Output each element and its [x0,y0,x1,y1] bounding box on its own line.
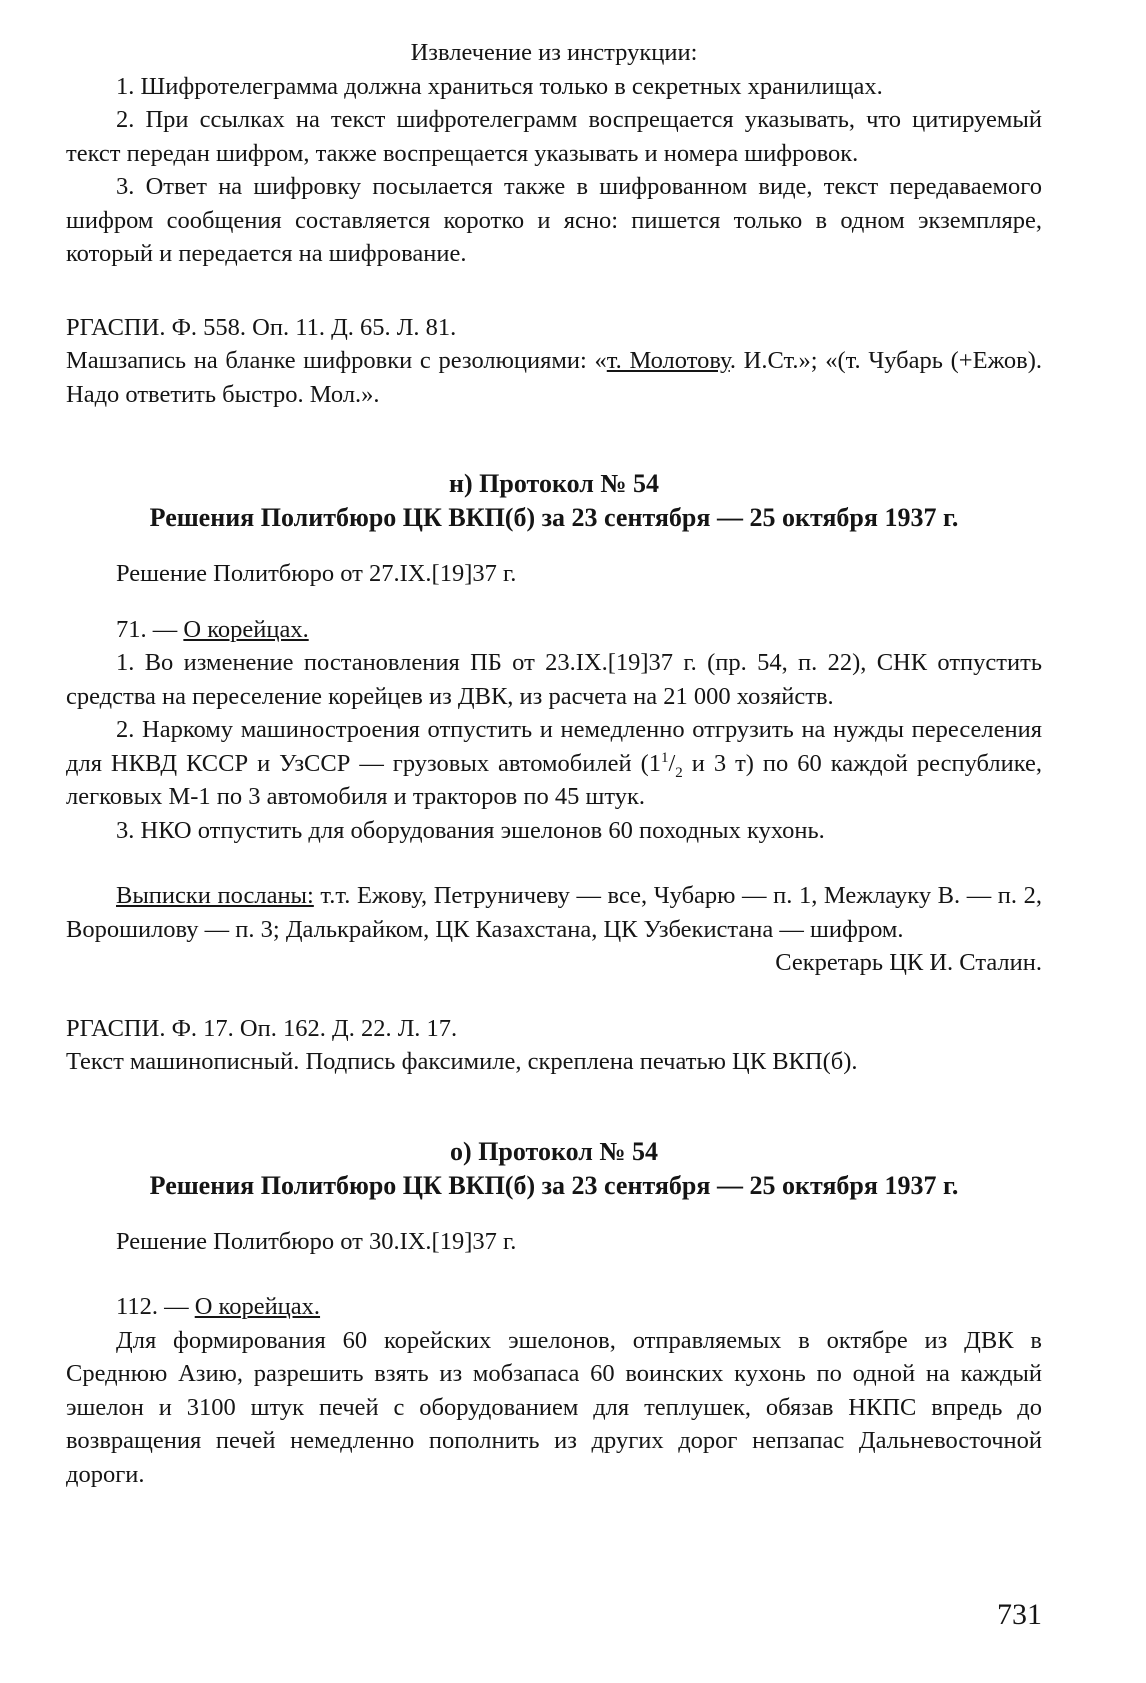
section-n-decision: Решение Политбюро от 27.IX.[19]37 г. [116,560,517,587]
section-n-sent: Выписки посланы: т.т. Ежову, Петруничеву — все, Чубарю — п. 1, Межлауку В. — п. 2, Ворошилову — п. 3; Далькрайком, ЦК Казахстана, ЦК Узбекистана — шифром. [66,882,1042,943]
section-o-decision: Решение Политбюро от 30.IX.[19]37 г. [116,1227,517,1255]
section-o-item-heading: 112. — О корейцах. [116,1293,321,1320]
section-o-subtitle: Решения Политбюро ЦК ВКП(б) за 23 сентября — 25 октября 1937 г. [149,1170,959,1200]
section-n-note: Текст машинописный. Подпись факсимиле, скреплена печатью ЦК ВКП(б). [66,1048,858,1075]
excerpt-source: РГАСПИ. Ф. 558. Оп. 11. Д. 65. Л. 81. [66,313,457,341]
section-n-point-2: 2. Наркому машиностроения отпустить и немедленно отгрузить на нужды переселения для НКВД КССР и УзССР — грузовых автомобилей ($1^1/_2$ и 3 т) по 60 каждой республике, легковых М-1 по 3 автомобиля и тракторов по 45 штук. [66,716,1042,810]
page-number: 731 [997,1598,1042,1631]
excerpt-heading: Извлечение из инструкции: [410,39,698,66]
section-n-title: н) Протокол № 54 [449,469,659,498]
section-n-point-1: 1. Во изменение постановления ПБ от 23.IX.[19]37 г. (пр. 54, п. 22), СНК отпустить средства на переселение корейцев из ДВК, из расчета на 21 000 хозяйств. [66,649,1042,710]
section-o-title: о) Протокол № 54 [450,1136,658,1166]
excerpt-item-1: 1. Шифротелеграмма должна храниться только в секретных хранилищах. [116,72,883,100]
section-o-item-title: О корейцах. [194,1293,321,1320]
section-n-item-heading: 71. — О корейцах. [116,615,309,643]
section-n-item-title: О корейцах. [183,615,309,643]
section-n-point-3: 3. НКО отпустить для оборудования эшелонов 60 походных кухонь. [116,816,825,844]
section-n-sent-label: Выписки посланы: [116,882,314,909]
section-n-signature: Секретарь ЦК И. Сталин. [775,949,1042,976]
section-n-source: РГАСПИ. Ф. 17. Оп. 162. Д. 22. Л. 17. [66,1014,458,1042]
excerpt-item-3: 3. Ответ на шифровку посылается также в шифрованном виде, текст передаваемого шифром сообщения составляется коротко и ясно: пишется только в одном экземпляре, который и передается на шифрование. [66,173,1042,267]
document-page [66,36,1042,1491]
excerpt-note: Машзапись на бланке шифровки с резолюциями: «т. Молотову. И.Ст.»; «(т. Чубарь (+Ежов). Надо ответить быстро. Мол.». [66,347,1042,408]
excerpt-note-underlined: т. Молотову [606,347,730,374]
section-o-point-1: Для формирования 60 корейских эшелонов, отправляемых в октябре из ДВК в Среднюю Азию, разрешить взять из мобзапаса 60 воинских кухонь по одной на каждый эшелон и 3100 штук печей с оборудованием для теплушек, обязав НКПС впредь до возвращения печей немедленно пополнить из других дорог непзапас Дальневосточной дороги. [66,1326,1042,1488]
excerpt-item-2: 2. При ссылках на текст шифротелеграмм воспрещается указывать, что цитируемый текст передан шифром, также воспрещается указывать и номера шифровок. [66,106,1042,167]
section-n-subtitle: Решения Политбюро ЦК ВКП(б) за 23 сентября — 25 октября 1937 г. [149,503,959,532]
